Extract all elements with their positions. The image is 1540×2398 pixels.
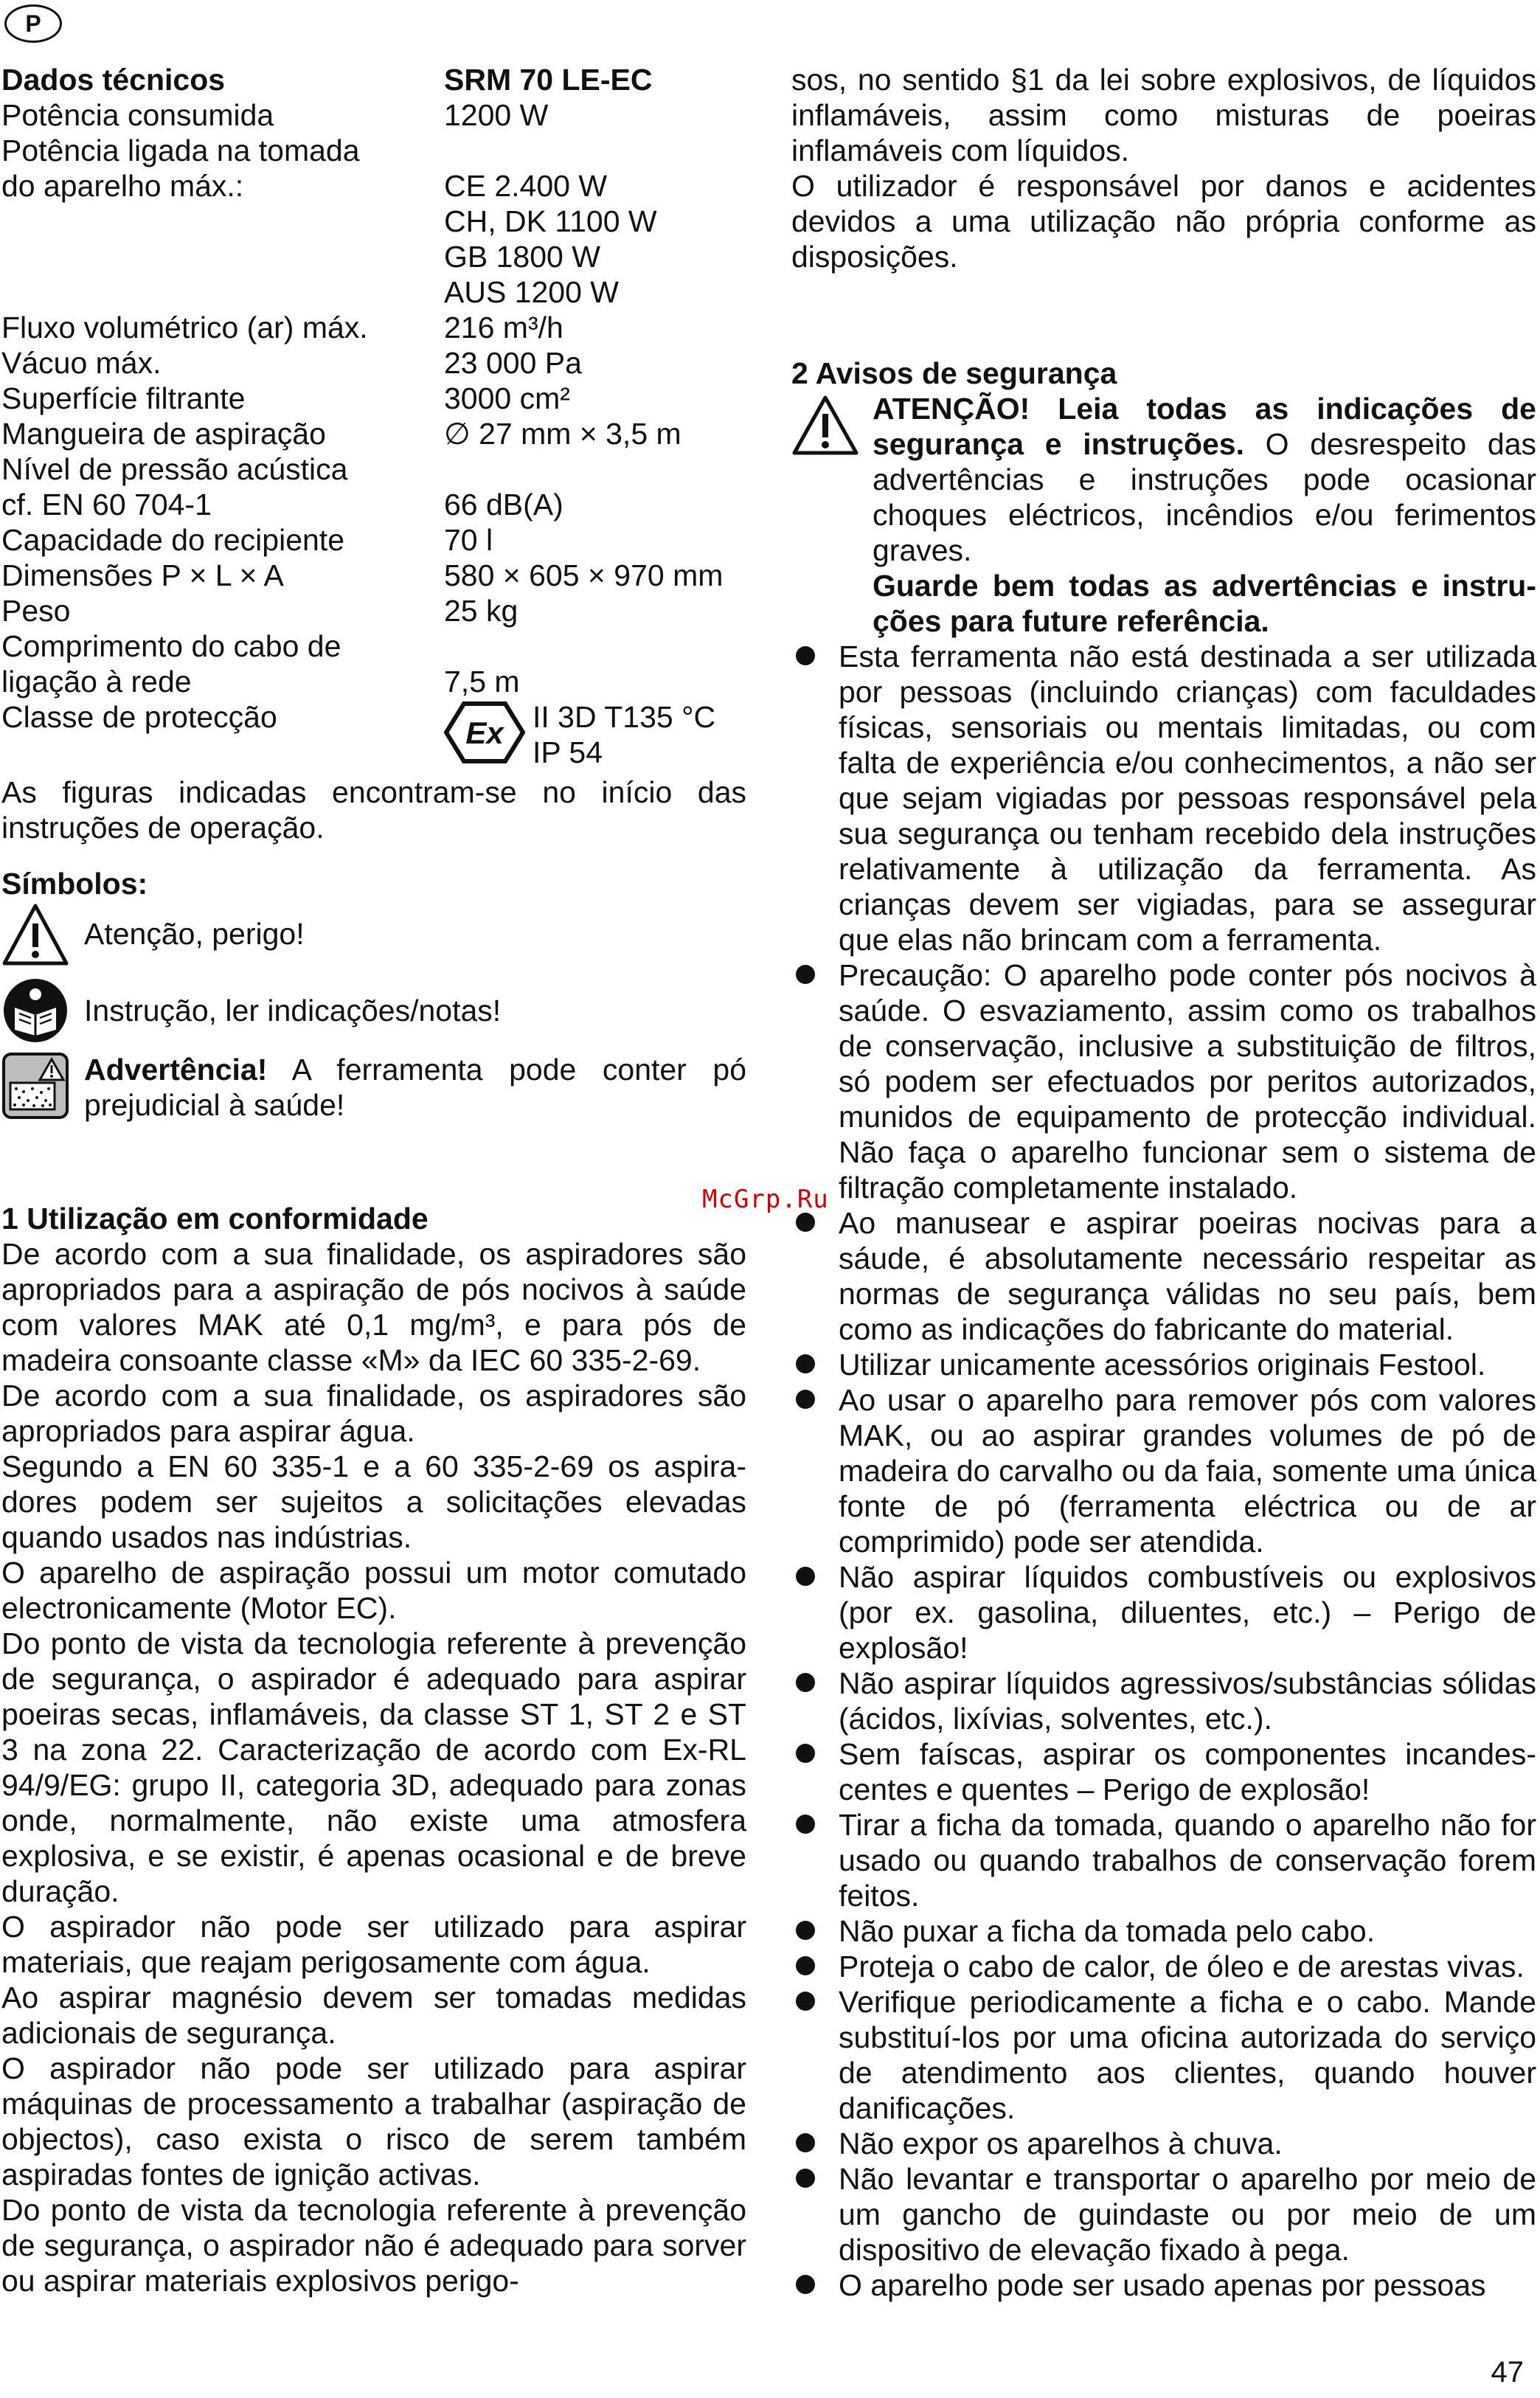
safety-bullet-text: Utilizar unicamente acessórios originais Festool. bbox=[839, 1348, 1486, 1382]
safety-bullet-item bbox=[791, 1205, 1536, 1347]
spec-model: SRM 70 LE-EC bbox=[444, 63, 653, 97]
spec-value: ∅ 27 mm × 3,5 m bbox=[444, 417, 681, 451]
left-column bbox=[1, 62, 746, 2298]
svg-text:Ex: Ex bbox=[465, 715, 504, 750]
symbols-title: Símbolos: bbox=[1, 867, 148, 901]
symbol-warning-row bbox=[1, 901, 746, 969]
protection-row bbox=[1, 699, 746, 770]
symbol-dust-text bbox=[84, 1052, 746, 1123]
bullet-dot-icon bbox=[796, 1744, 815, 1763]
spec-value: 25 kg bbox=[444, 594, 518, 628]
section-1-paragraph: Do ponto de vista da tecnologia referente à prevenção de segurança, o aspirador não é adequado para sorver ou aspirar materiais explosivos perigo- bbox=[1, 2193, 746, 2298]
section-1-paragraph: O aspirador não pode ser utilizado para aspirar materiais, que reajam perigosamente com água. bbox=[1, 1910, 746, 1979]
section-1-paragraph: O aparelho de aspiração possui um motor comutado electronicamente (Motor EC). bbox=[1, 1556, 746, 1625]
spec-title: Dados técnicos bbox=[1, 63, 226, 97]
spec-label: do aparelho máx.: bbox=[1, 169, 244, 203]
safety-bullet-item bbox=[791, 957, 1536, 1205]
symbol-warning-text: Atenção, perigo! bbox=[84, 917, 305, 951]
ex-hexagon-icon bbox=[444, 699, 525, 766]
safety-bullet-text: Verifique periodicamente a ficha e o cabo. Mande substituí-los por uma oficina autorizada do serviço de atendimento aos clientes, quando houver danificações. bbox=[839, 1985, 1536, 2125]
bullet-dot-icon bbox=[796, 1567, 815, 1586]
section-1-title: 1 Utilização em conformidade bbox=[1, 1202, 429, 1236]
right-column bbox=[791, 62, 1536, 2303]
section-1-paragraph: De acordo com a sua finalidade, os aspiradores são apropriados para a aspiração de pós nocivos à saúde com valores MAK até 0,1 mg/m³, e para pós de madeira consoante classe «M» da IEC 60 335-2-69. bbox=[1, 1237, 746, 1377]
safety-bullet-text: O aparelho pode ser usado apenas por pessoas bbox=[839, 2268, 1486, 2302]
spec-label: Peso bbox=[1, 594, 71, 628]
spec-row bbox=[1, 239, 746, 274]
spec-row bbox=[1, 168, 746, 204]
spec-row bbox=[1, 133, 746, 168]
safety-bullet-text: Tirar a ficha da tomada, quando o aparelho não for usado ou quando trabalhos de conservação forem feitos. bbox=[839, 1808, 1536, 1913]
spec-value: 1200 W bbox=[444, 98, 549, 132]
safety-bullet-text: Não aspirar líquidos combustíveis ou explosivos (por ex. gasolina, diluentes, etc.) – Perigo de explosão! bbox=[839, 1560, 1536, 1665]
spec-value bbox=[444, 451, 746, 487]
safety-bullet-text: Não levantar e transportar o aparelho por meio de um gancho de guindaste ou por meio de um dispositivo de elevação fixado à pega. bbox=[839, 2162, 1536, 2267]
watermark: McGrp.Ru bbox=[702, 1185, 829, 1214]
spec-label: ligação à rede bbox=[1, 665, 192, 699]
spec-value: 216 m³/h bbox=[444, 311, 563, 344]
spec-label: Capacidade do recipiente bbox=[1, 523, 344, 557]
spec-value: CH, DK 1100 W bbox=[444, 204, 657, 238]
section-1-continuation-paragraph: sos, no sentido §1 da lei sobre explosivos, de líquidos inflamáveis, assim como misturas de poeiras inflamáveis com líquidos. bbox=[791, 63, 1536, 167]
section-2-title: 2 Avisos de segurança bbox=[791, 356, 1117, 390]
bullet-dot-icon bbox=[796, 646, 815, 665]
spec-header-row bbox=[1, 62, 746, 97]
figures-note: As figuras indicadas encontram-se no início das instruções de operação. bbox=[1, 775, 746, 845]
spec-row bbox=[1, 522, 746, 558]
section-1-paragraph: Segundo a EN 60 335-1 e a 60 335-2-69 os aspiradores podem ser sujeitos a solicitações elevadas quando usados nas indústrias. bbox=[1, 1449, 746, 1554]
safety-bullet-text: Ao manusear e aspirar poeiras nocivas para a sáude, é absolutamente necessário respeitar as normas de segurança válidas no seu país, bem como as indicações do fabricante do material. bbox=[839, 1206, 1536, 1346]
warning-triangle-icon bbox=[1, 901, 69, 969]
bullet-dot-icon bbox=[796, 1673, 815, 1692]
safety-bullet-item bbox=[791, 2161, 1536, 2267]
protection-ip-rating: IP 54 bbox=[533, 735, 603, 769]
bullet-dot-icon bbox=[796, 1815, 815, 1834]
spec-value: 580 × 605 × 970 mm bbox=[444, 558, 724, 592]
spec-label: Dimensões P × L × A bbox=[1, 558, 284, 592]
spec-value: 70 l bbox=[444, 523, 493, 557]
safety-bullet-text: Precaução: O aparelho pode conter pós nocivos à saúde. O esvaziamento, assim como os trabalhos de conservação, inclusive a substituição de filtros, só podem ser efectuados por peritos autorizados, munidos de equipamento de protecção individual. Não faça o aparelho funcionar sem o sistema de filtração completamente instalado. bbox=[839, 958, 1536, 1205]
safety-bullet-item bbox=[791, 1736, 1536, 1807]
safety-bullet-item bbox=[791, 1984, 1536, 2126]
protection-label: Classe de protecção bbox=[1, 700, 277, 734]
bullet-dot-icon bbox=[796, 1354, 815, 1373]
spec-row bbox=[1, 593, 746, 628]
safety-bullet-item bbox=[791, 1559, 1536, 1666]
spec-label: Nível de pressão acústica bbox=[1, 452, 348, 486]
spec-value: 66 dB(A) bbox=[444, 488, 563, 521]
spec-label: Potência consumida bbox=[1, 98, 274, 132]
safety-bullet-text: Proteja o cabo de calor, de óleo e de arestas vivas. bbox=[839, 1950, 1525, 1983]
spec-label bbox=[1, 204, 444, 239]
language-badge: P bbox=[4, 4, 62, 43]
safety-bullet-item bbox=[791, 639, 1536, 957]
spec-row bbox=[1, 204, 746, 239]
safety-bullet-text: Não aspirar líquidos agressivos/substâncias sólidas (ácidos, lixívias, solventes, etc.). bbox=[839, 1666, 1536, 1736]
safety-bullet-text: Não puxar a ficha da tomada pelo cabo. bbox=[839, 1914, 1376, 1948]
section-1-paragraph: Do ponto de vista da tecnologia referente à prevenção de segurança, o aspirador é adequado para aspirar poeiras secas, inflamáveis, da classe ST 1, ST 2 e ST 3 na zona 22. Caracterização de acordo com Ex-RL 94/9/EG: grupo II, categoria 3D, adequado para zonas onde, normalmente, não existe uma atmosfera explosiva, e se existir, é apenas ocasional e de breve duração. bbox=[1, 1626, 746, 1908]
spec-row bbox=[1, 558, 746, 593]
safety-bullet-text: Não expor os aparelhos à chuva. bbox=[839, 2127, 1283, 2160]
section-1-body bbox=[1, 1236, 746, 2298]
harmful-dust-icon bbox=[1, 1052, 69, 1120]
spec-value: AUS 1200 W bbox=[444, 275, 619, 309]
spec-value: GB 1800 W bbox=[444, 240, 600, 274]
safety-bullet-item bbox=[791, 1382, 1536, 1559]
section-1-paragraph: Ao aspirar magnésio devem ser tomadas medidas adicionais de segurança. bbox=[1, 1981, 746, 2050]
spec-value: CE 2.400 W bbox=[444, 169, 608, 203]
spec-value: 7,5 m bbox=[444, 665, 520, 699]
spec-row bbox=[1, 664, 746, 699]
read-manual-icon bbox=[1, 977, 69, 1044]
spec-row bbox=[1, 451, 746, 487]
symbol-manual-row bbox=[1, 977, 746, 1044]
bullet-dot-icon bbox=[796, 1390, 815, 1409]
spec-row bbox=[1, 628, 746, 664]
spec-label: cf. EN 60 704-1 bbox=[1, 488, 212, 521]
bullet-dot-icon bbox=[796, 965, 815, 984]
protection-values bbox=[533, 699, 715, 770]
spec-label bbox=[1, 239, 444, 274]
spec-value: 3000 cm² bbox=[444, 381, 570, 415]
symbol-dust-desc: A ferramenta pode conter pó prejudicial à saúde! bbox=[84, 1053, 746, 1122]
section-1-paragraph: O aspirador não pode ser utilizado para aspirar máquinas de processamento a trabalhar (aspiração de objectos), caso exista o risco de serem também aspiradas fontes de ignição activas. bbox=[1, 2051, 746, 2191]
safety-bullet-item bbox=[791, 1347, 1536, 1382]
spec-row bbox=[1, 381, 746, 416]
warning-triangle-icon bbox=[791, 394, 859, 457]
spec-label: Potência ligada na tomada bbox=[1, 134, 360, 167]
spec-label: Vácuo máx. bbox=[1, 346, 162, 380]
safety-bullet-item bbox=[791, 2126, 1536, 2161]
safety-bullet-text: Esta ferramenta não está destinada a ser utilizada por pessoas (incluindo crianças) com faculdades físicas, sensoriais ou mentais limitadas, ou com falta de experiência e/ou conhecimentos, a não ser que sejam vigiadas por pessoas responsável pela sua segurança ou tenham recebido dela instruções relativamente à utilização da ferramenta. As crianças devem ser vigiadas, para se assegurar que elas não brincam com a ferramenta. bbox=[839, 640, 1536, 957]
safety-bullet-text: Ao usar o aparelho para remover pós com valores MAK, ou ao aspirar grandes volumes de pó de madeira do carvalho ou da faia, somente uma única fonte de pó (ferramenta eléctrica ou de ar comprimido) pode ser atendida. bbox=[839, 1383, 1536, 1559]
spec-row bbox=[1, 274, 746, 310]
spec-value bbox=[444, 628, 746, 664]
safety-bullet-item bbox=[791, 1913, 1536, 1949]
symbol-dust-bold: Advertência! bbox=[84, 1053, 268, 1087]
symbol-manual-text: Instrução, ler indicações/notas! bbox=[84, 994, 502, 1028]
safety-bullet-item bbox=[791, 1666, 1536, 1736]
safety-bullet-text: Sem faíscas, aspirar os componentes incandescentes e quentes – Perigo de explosão! bbox=[839, 1737, 1536, 1806]
spec-row bbox=[1, 345, 746, 381]
spec-row bbox=[1, 310, 746, 345]
symbol-dust-row bbox=[1, 1052, 746, 1123]
bullet-dot-icon bbox=[796, 2275, 815, 2294]
bullet-dot-icon bbox=[796, 1992, 815, 2011]
bullet-dot-icon bbox=[796, 2169, 815, 2188]
section-1-continuation bbox=[791, 62, 1536, 274]
bullet-dot-icon bbox=[796, 2133, 815, 2152]
protection-explosion-class: II 3D T135 °C bbox=[533, 700, 716, 734]
spec-label: Mangueira de aspiração bbox=[1, 417, 326, 451]
safety-warning-desc: O desrespeito das advertências e instruções pode ocasionar choques eléctricos, incêndios e/ou ferimentos graves. bbox=[873, 427, 1536, 567]
section-1-continuation-paragraph: O utilizador é responsável por danos e acidentes devidos a uma utilização não própria conforme as disposições. bbox=[791, 169, 1536, 274]
safety-bullet-item bbox=[791, 1807, 1536, 1913]
safety-bullet-list bbox=[791, 639, 1536, 2303]
spec-row bbox=[1, 97, 746, 133]
spec-label: Superfície filtrante bbox=[1, 381, 246, 415]
spec-row bbox=[1, 416, 746, 451]
safety-keep-instructions: Guarde bem todas as advertências e instruções para future referência. bbox=[873, 569, 1536, 638]
page-number: 47 bbox=[1491, 2356, 1524, 2388]
spec-label bbox=[1, 274, 444, 310]
bullet-dot-icon bbox=[796, 1921, 815, 1940]
safety-bullet-item bbox=[791, 2267, 1536, 2303]
safety-bullet-item bbox=[791, 1949, 1536, 1984]
bullet-dot-icon bbox=[796, 1956, 815, 1975]
spec-label: Fluxo volumétrico (ar) máx. bbox=[1, 311, 368, 344]
safety-warning-bold: ATENÇÃO! Leia todas as indicações de segurança e instruções. bbox=[873, 392, 1536, 461]
spec-label: Comprimento do cabo de bbox=[1, 629, 341, 663]
spec-value bbox=[444, 133, 746, 168]
spec-row bbox=[1, 487, 746, 522]
section-1-paragraph: De acordo com a sua finalidade, os aspiradores são apropriados para aspirar água. bbox=[1, 1379, 746, 1448]
safety-warning-block bbox=[791, 391, 1536, 639]
technical-data-table bbox=[1, 62, 746, 699]
safety-warning-text bbox=[873, 391, 1536, 568]
spec-value: 23 000 Pa bbox=[444, 346, 582, 380]
